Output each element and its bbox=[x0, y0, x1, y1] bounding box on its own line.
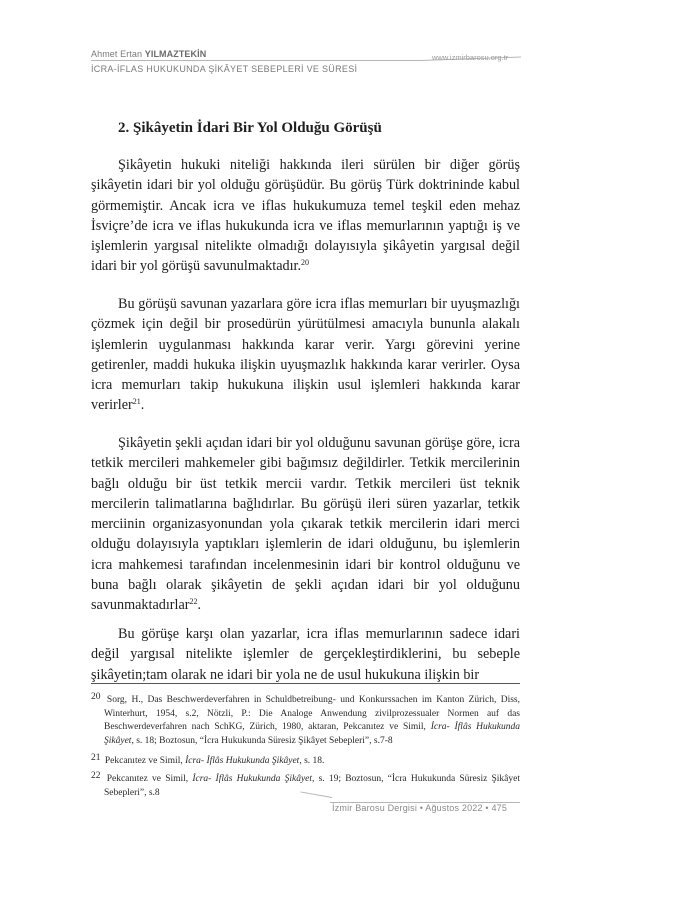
footnote-ref: 20 bbox=[301, 258, 310, 268]
author-first-name: Ahmet Ertan bbox=[91, 49, 143, 59]
paragraph bbox=[91, 624, 520, 685]
footnote-rule bbox=[91, 683, 520, 684]
footnote-ref: 22 bbox=[189, 597, 198, 607]
footnote-number: 21 bbox=[91, 753, 101, 763]
footnote-number: 20 bbox=[91, 692, 101, 702]
paragraph-text: Şikâyetin şekli açıdan idari bir yol olduğunu savunan görüşe göre, icra tetkik mercileri mahkemeler gibi bağımsız değildirler. Tetkik mercilerinin bağlı olduğu bir üst tetkik mercii vardır. Tetkik mercileri üst teknik mercilerin talimatlarına bağlıdırlar. Bu görüşü ileri süren yazarlar, tetkik merciinin organizasyonundan yola çıkarak tetkik mercilerin idari merci olduğu dolayısıyla yaptıkları işlemlerin de idari olduğunu, bu işlemlerin icra mahkemesi tarafından incelenmesinin idari bir kontrol olduğunu ve buna bağlı olarak şikâyetin de şekli açıdan idari bir yol olduğunu savunmaktadırlar bbox=[91, 435, 520, 614]
paragraph bbox=[91, 155, 520, 277]
header-divider bbox=[91, 60, 421, 61]
footnote: 20 Sorg, H., Das Beschwerdeverfahren in Schuldbetreibung- und Konkurssachen im Kanton Zürich, Diss, Winterhurt, 1954, s.2, Nötzli, P.: Die Analoge Anwendung zivilprozessualer Normen auf das Beschwerdeverfahren nach SchKG, Zürich, 1980, aktaran, Pekcanıtez ve Simil, İcra- İflâs Hukukunda Şikâyet, s. 18; Boztosun, “İcra Hukukunda Süresiz Şikâyet Sebepleri”, s.7-8 bbox=[91, 692, 521, 746]
section-heading: 2. Şikâyetin İdari Bir Yol Olduğu Görüşü bbox=[118, 120, 382, 136]
author-last-name: YILMAZTEKİN bbox=[144, 49, 207, 59]
page-footer: İzmir Barosu Dergisi • Ağustos 2022 • 475 bbox=[332, 803, 508, 813]
paragraph: Bu görüşü savunan yazarlara göre icra iflas memurları bir uyuşmazlığı çözmek için değil bir prosedürün yürütülmesi amacıyla bununla alakalı işlemlerin uygulanması hakkında karar verir. Yargı görevini yerine getirenler, maddi hukuka ilişkin uyuşmazlık hakkında karar verirler. Oysa icra memurları takip hukukuna ilişkin usul işlemleri hakkında karar verirler$^{21}$. bbox=[91, 296, 520, 414]
footnote: 22 Pekcanıtez ve Simil, İcra- İflâs Hukukunda Şikâyet, s. 19; Boztosun, “İcra Hukukunda Süresiz Şikâyet Sebepleri”, s.8 bbox=[91, 771, 521, 798]
running-header-author bbox=[91, 49, 206, 59]
paragraph: Şikâyetin şekli açıdan idari bir yol olduğunu savunan görüşe göre, icra tetkik mercileri mahkemeler gibi bağımsız değildirler. Tetkik mercilerinin bağlı olduğu bir üst tetkik mercii vardır. Tetkik mercileri üst teknik mercilerin talimatlarına bağlıdırlar. Bu görüşü ileri süren yazarlar, tetkik merciinin organizasyonundan yola çıkarak tetkik mercilerin idari merci olduğu dolayısıyla yaptıkları işlemlerin de idari olduğunu, bu işlemlerin icra mahkemesi tarafından incelenmesinin idari bir kontrol olduğunu ve buna bağlı olarak şikâyetin de şekli açıdan idari bir yol olduğunu savunmaktadırlar$^{22}$. bbox=[91, 435, 520, 614]
footnote: 21 Pekcanıtez ve Simil, İcra- İflâs Hukukunda Şikâyet, s. 18. bbox=[91, 753, 325, 766]
footnote-number: 22 bbox=[91, 771, 101, 781]
running-header-title: İCRA-İFLAS HUKUKUNDA ŞİKÂYET SEBEPLERİ VE SÜRESİ bbox=[91, 64, 358, 74]
header-url: www.izmirbarosu.org.tr bbox=[432, 53, 509, 62]
paragraph-text: Bu görüşü savunan yazarlara göre icra iflas memurları bir uyuşmazlığı çözmek için değil bir prosedürün yürütülmesi amacıyla bununla alakalı işlemlerin uygulanması hakkında karar verir. Yargı görevini yerine getirenler, maddi hukuka ilişkin uyuşmazlık hakkında karar verirler. Oysa icra memurları takip hukukuna ilişkin usul işlemleri hakkında karar verirler bbox=[91, 296, 520, 414]
paragraph-text: Şikâyetin hukuki niteliği hakkında ileri sürülen bir diğer görüş şikâyetin idari bir yol olduğu görüşüdür. Bu görüş Türk doktrininde kabul görmemiştir. Ancak icra ve iflas hukukumuza temel teşkil eden mehaz İsviçre’de icra ve iflas hukukunda icra ve iflas memurlarının yaptığı iş ve işlemlerin yargısal nitelikte olmadığı dolayısıyla şikâyetin yargısal değil idari bir yol görüşü savunulmaktadır. bbox=[91, 157, 520, 275]
paragraph-text: Bu görüşe karşı olan yazarlar, icra iflas memurlarının sadece idari değil yargısal nitelikte işlemler de gerçekleştirdiklerini, bu sebeple şikâyetin;tam olarak ne idari bir yola ne de usul hukukuna ilişkin bir bbox=[91, 626, 520, 683]
footnote-ref: 21 bbox=[132, 397, 141, 407]
